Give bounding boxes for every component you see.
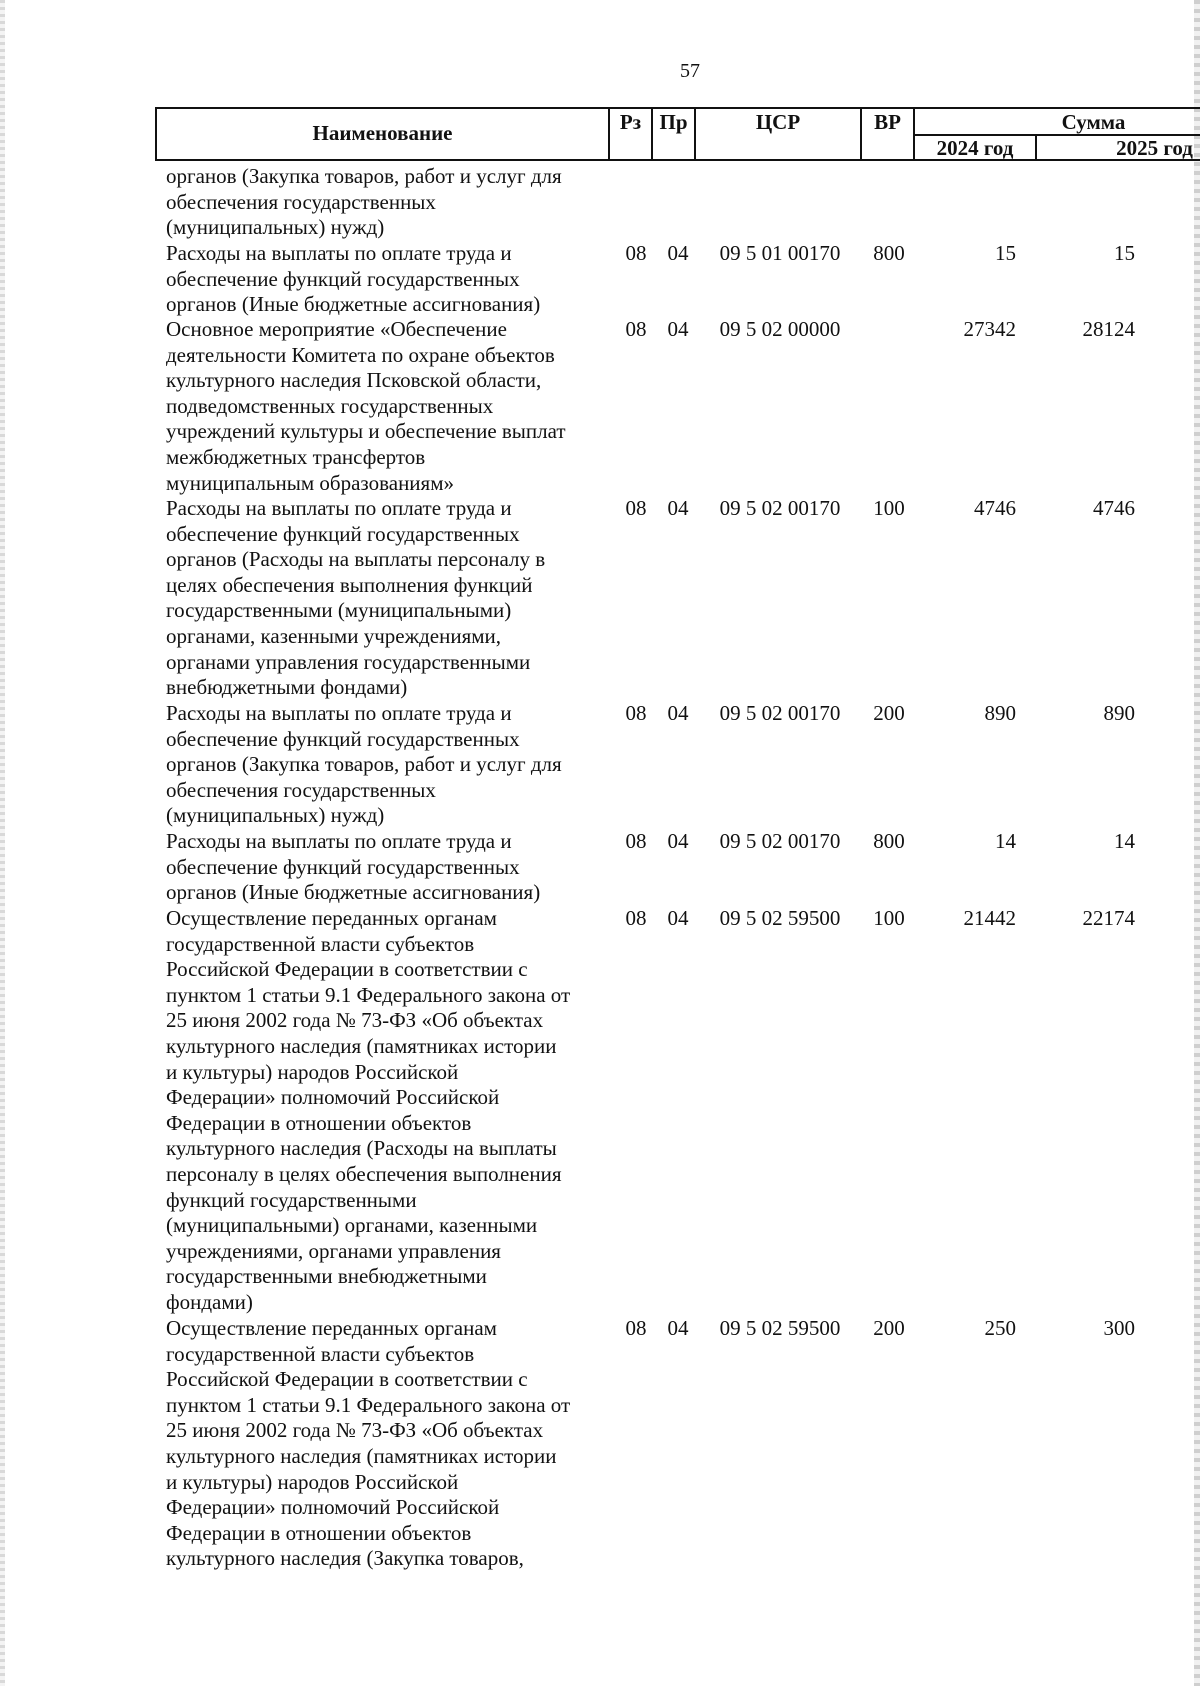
cell-csr: 09 5 02 59500 (719, 1316, 841, 1340)
header-pr: Пр (659, 110, 688, 134)
row-name: Осуществление переданных органам государственной власти субъектов Российской Федерации в соответствии с пунктом 1 статьи 9.1 Федерального закона от 25 июня 2002 года № 73-ФЗ «Об объектах культурного наследия (памятниках истории и культуры) народов Российской Федерации» полномочий Российской Федерации в отношении объектов культурного наследия (Расходы на выплаты персоналу в целях обеспечения выполнения функций государственными (муниципальными) органами, казенными учреждениями, органами управления государственными внебюджетными фондами) (166, 906, 571, 1314)
header-rz: Рз (619, 110, 642, 134)
header-year-2025: 2025 год (1116, 136, 1193, 160)
cell-pr: 04 (667, 317, 689, 341)
cell-vr: 100 (873, 906, 905, 930)
row-name: Осуществление переданных органам государственной власти субъектов Российской Федерации в соответствии с пунктом 1 статьи 9.1 Федерального закона от 25 июня 2002 года № 73-ФЗ «Об объектах культурного наследия (памятниках истории и культуры) народов Российской Федерации» полномочий Российской Федерации в отношении объектов культурного наследия (Закупка товаров, (166, 1316, 571, 1571)
cell-rz: 08 (625, 496, 647, 520)
cell-sum-2024: 27342 (963, 317, 1016, 341)
row-name: Расходы на выплаты по оплате труда и обеспечение функций государственных органов (Закупка товаров, работ и услуг для обеспечения государственных (муниципальных) нужд) (166, 701, 562, 828)
page-number: 57 (680, 60, 700, 82)
cell-sum-2024: 21442 (963, 906, 1016, 930)
cell-vr: 800 (873, 829, 905, 853)
cell-sum-2024: 4746 (974, 496, 1016, 520)
cell-pr: 04 (667, 1316, 689, 1340)
cell-sum-2025: 4746 (1093, 496, 1135, 520)
header-sum: Сумма (1061, 110, 1126, 134)
cell-sum-2025: 890 (1103, 701, 1135, 725)
table-header (155, 107, 1200, 161)
cell-pr: 04 (667, 829, 689, 853)
cell-csr: 09 5 02 59500 (719, 906, 841, 930)
cell-rz: 08 (625, 829, 647, 853)
cell-rz: 08 (625, 906, 647, 930)
cell-sum-2024: 890 (984, 701, 1016, 725)
row-name: Расходы на выплаты по оплате труда и обеспечение функций государственных органов (Иные бюджетные ассигнования) (166, 829, 541, 905)
cell-csr: 09 5 01 00170 (719, 241, 841, 265)
header-vr: ВР (874, 110, 901, 134)
cell-csr: 09 5 02 00170 (719, 496, 841, 520)
row-name: Основное мероприятие «Обеспечение деятельности Комитета по охране объектов культурного наследия Псковской области, подведомственных государственных учреждений культуры и обеспечение выплат межбюджетных трансфертов муниципальным образованиям» (166, 317, 566, 495)
cell-sum-2025: 28124 (1082, 317, 1135, 341)
cell-vr: 200 (873, 1316, 905, 1340)
cell-rz: 08 (625, 701, 647, 725)
cell-sum-2024: 15 (995, 241, 1016, 265)
cell-csr: 09 5 02 00000 (719, 317, 841, 341)
cell-rz: 08 (625, 317, 647, 341)
row-name: органов (Закупка товаров, работ и услуг для обеспечения государственных (муниципальных) нужд) (166, 164, 562, 240)
cell-sum-2024: 14 (995, 829, 1016, 853)
cell-rz: 08 (625, 241, 647, 265)
scan-edge-right (1194, 0, 1200, 1686)
row-name: Расходы на выплаты по оплате труда и обеспечение функций государственных органов (Иные бюджетные ассигнования) (166, 241, 541, 317)
cell-sum-2025: 14 (1114, 829, 1135, 853)
cell-sum-2024: 250 (984, 1316, 1016, 1340)
row-name: Расходы на выплаты по оплате труда и обеспечение функций государственных органов (Расходы на выплаты персоналу в целях обеспечения выполнения функций государственными (муниципальными) органами, казенными учреждениями, органами управления государственными внебюджетными фондами) (166, 496, 546, 700)
cell-vr: 100 (873, 496, 905, 520)
cell-rz: 08 (625, 1316, 647, 1340)
cell-pr: 04 (667, 241, 689, 265)
cell-pr: 04 (667, 496, 689, 520)
cell-pr: 04 (667, 906, 689, 930)
cell-csr: 09 5 02 00170 (719, 829, 841, 853)
cell-csr: 09 5 02 00170 (719, 701, 841, 725)
scan-edge-left (0, 0, 5, 1686)
cell-vr: 200 (873, 701, 905, 725)
cell-sum-2025: 22174 (1082, 906, 1135, 930)
cell-sum-2025: 15 (1114, 241, 1135, 265)
header-name: Наименование (312, 121, 453, 145)
cell-pr: 04 (667, 701, 689, 725)
cell-sum-2025: 300 (1103, 1316, 1135, 1340)
header-year-2024: 2024 год (936, 136, 1014, 160)
header-csr: ЦСР (755, 110, 801, 134)
cell-vr: 800 (873, 241, 905, 265)
